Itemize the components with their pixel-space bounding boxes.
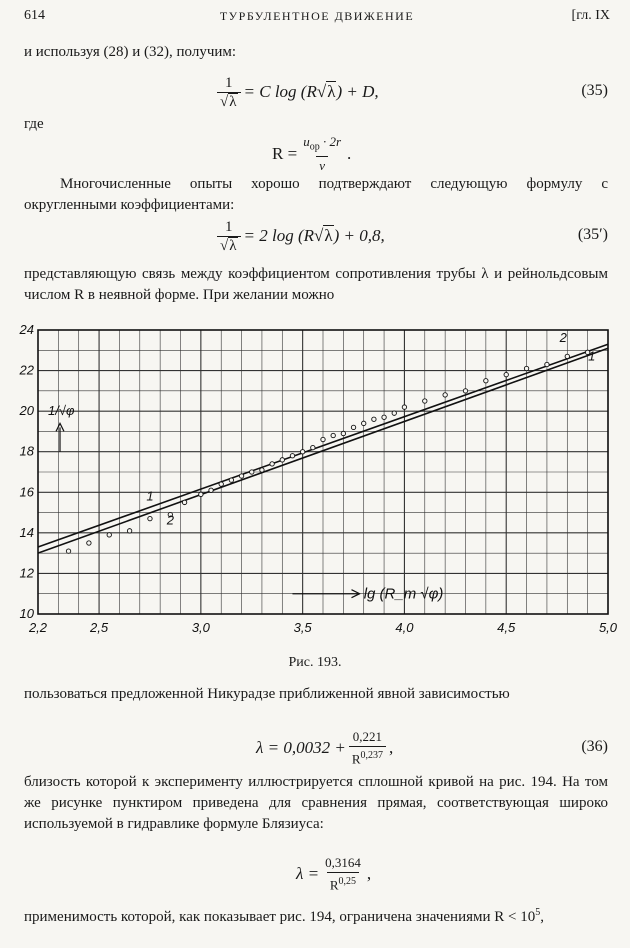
data-point <box>127 529 131 533</box>
data-point <box>392 411 396 415</box>
data-point <box>182 500 186 504</box>
eq36-fraction: $\frac{0,221}{R^{0,237}}$ <box>349 728 386 768</box>
data-point <box>148 516 152 520</box>
x-tick-label: 2,2 <box>28 620 48 635</box>
data-point <box>229 478 233 482</box>
y-axis-label: 1/√φ <box>48 403 75 419</box>
paragraph-5: близость которой к эксперименту иллюстрируется сплошной кривой на рис. 194. На том же рисунке пунктиром приведена для сравнения прямая, соответствующая широко используемой в гидравлике формуле Блязиуса: <box>24 774 608 832</box>
data-point <box>250 470 254 474</box>
data-point <box>260 468 264 472</box>
data-point <box>341 431 345 435</box>
data-point <box>270 462 274 466</box>
y-tick-label: 24 <box>19 322 34 337</box>
y-tick-label: 16 <box>19 484 34 500</box>
data-point <box>484 379 488 383</box>
data-point <box>107 533 111 537</box>
data-point <box>372 417 376 421</box>
y-tick-label: 14 <box>19 524 34 540</box>
data-point <box>66 549 70 553</box>
eqR-lhs: R = <box>272 144 298 163</box>
x-tick-label: 3,0 <box>191 620 210 635</box>
equation-blasius: λ = $\frac{0,3164}{R^{0,25}}$ , <box>296 854 372 893</box>
page-number: 614 <box>24 8 45 23</box>
figure-193-chart <box>10 318 626 648</box>
data-point <box>423 399 427 403</box>
y-tick-label: 10 <box>19 606 34 621</box>
data-point <box>331 433 335 437</box>
eq35-rhs-a: = C log (R <box>243 82 317 101</box>
paragraph-4: пользоваться предложенной Никурадзе приближенной явной зависимостью <box>24 686 510 702</box>
data-point <box>504 372 508 376</box>
equation-35-prime: $\frac{1}{√\lambda}$ = 2 log (R √λ ) + 0,8, (35′) <box>24 214 608 258</box>
data-point <box>87 541 91 545</box>
eq35-fraction: $\frac{1}{√\lambda}$ <box>217 74 241 111</box>
paragraph-1: и используя (28) и (32), получим: <box>24 44 237 60</box>
chart-grid <box>38 330 608 614</box>
figure-caption: Рис. 193. <box>288 655 342 670</box>
running-header <box>24 8 610 30</box>
data-point <box>280 458 284 462</box>
curve-label: 2 <box>559 330 567 346</box>
eqB-lhs: λ = <box>296 864 320 883</box>
equation-36: λ = 0,0032 + $\frac{0,221}{R^{0,237}}$ , (36) <box>256 728 608 767</box>
x-tick-label: 2,5 <box>90 620 109 635</box>
data-point <box>351 425 355 429</box>
running-title: ТУРБУЛЕНТНОЕ ДВИЖЕНИЕ <box>219 9 415 23</box>
eq35-rhs-b: ) + D, <box>336 82 379 101</box>
data-point <box>524 366 528 370</box>
y-tick-label: 12 <box>19 565 34 581</box>
data-point <box>382 415 386 419</box>
where-label: где <box>24 116 44 132</box>
data-point <box>362 421 366 425</box>
x-tick-label: 5,0 <box>598 620 618 635</box>
data-point <box>311 445 315 449</box>
eq35p-rhs-b: ) + 0,8, <box>333 226 385 245</box>
data-point <box>300 450 304 454</box>
y-tick-label: 22 <box>19 362 34 378</box>
paragraph-3: представляющую связь между коэффициентом сопротивления трубы λ и рейнольдсовым числом R в неявной форме. При желании можно <box>24 266 608 303</box>
eq35p-fraction: $\frac{1}{√\lambda}$ <box>217 218 241 255</box>
x-tick-label: 4,5 <box>497 620 516 635</box>
data-point <box>443 393 447 397</box>
curve-label: 1 <box>588 348 596 364</box>
y-tick-label: 18 <box>19 443 34 459</box>
eq35-number: (35) <box>581 82 608 99</box>
paragraph-2: Многочисленные опыты хорошо подтверждают следующую формулу с округленными коэффициентами: <box>24 176 608 213</box>
data-point <box>219 482 223 486</box>
data-point <box>239 474 243 478</box>
eq35p-number: (35′) <box>577 226 608 243</box>
chapter-label: [гл. IX <box>571 8 610 23</box>
eqB-fraction: $\frac{0,3164}{R^{0,25}}$ <box>325 854 361 893</box>
eq36-number: (36) <box>581 738 608 755</box>
data-point <box>321 437 325 441</box>
data-point <box>545 362 549 366</box>
equation-R: R = $\frac{u_{ор} \cdot 2r}{\nu}$ . <box>272 133 352 174</box>
eq36-lhs: λ = 0,0032 + <box>256 738 346 757</box>
data-point <box>199 492 203 496</box>
y-tick-label: 20 <box>19 403 34 419</box>
x-tick-label: 3,5 <box>293 620 312 635</box>
data-point <box>209 488 213 492</box>
data-point <box>290 454 294 458</box>
data-point <box>463 389 467 393</box>
equation-35: $\frac{1}{√\lambda}$ = C log (R √λ ) + D, (35) <box>24 70 608 114</box>
eq35p-rhs-a: = 2 log (R <box>243 226 315 245</box>
curve-label: 2 <box>166 512 174 528</box>
x-tick-label: 4,0 <box>395 620 414 635</box>
x-axis-label: lg (R_m √φ) <box>363 585 444 603</box>
data-point <box>402 405 406 409</box>
eqR-fraction: $\frac{u_{ор} \cdot 2r}{\nu}$ <box>303 133 341 174</box>
data-point <box>565 354 569 358</box>
paragraph-6: применимость которой, как показывает рис. 194, ограничена значениями $R < 10^5$, <box>24 907 544 925</box>
curve-label: 1 <box>146 488 154 504</box>
